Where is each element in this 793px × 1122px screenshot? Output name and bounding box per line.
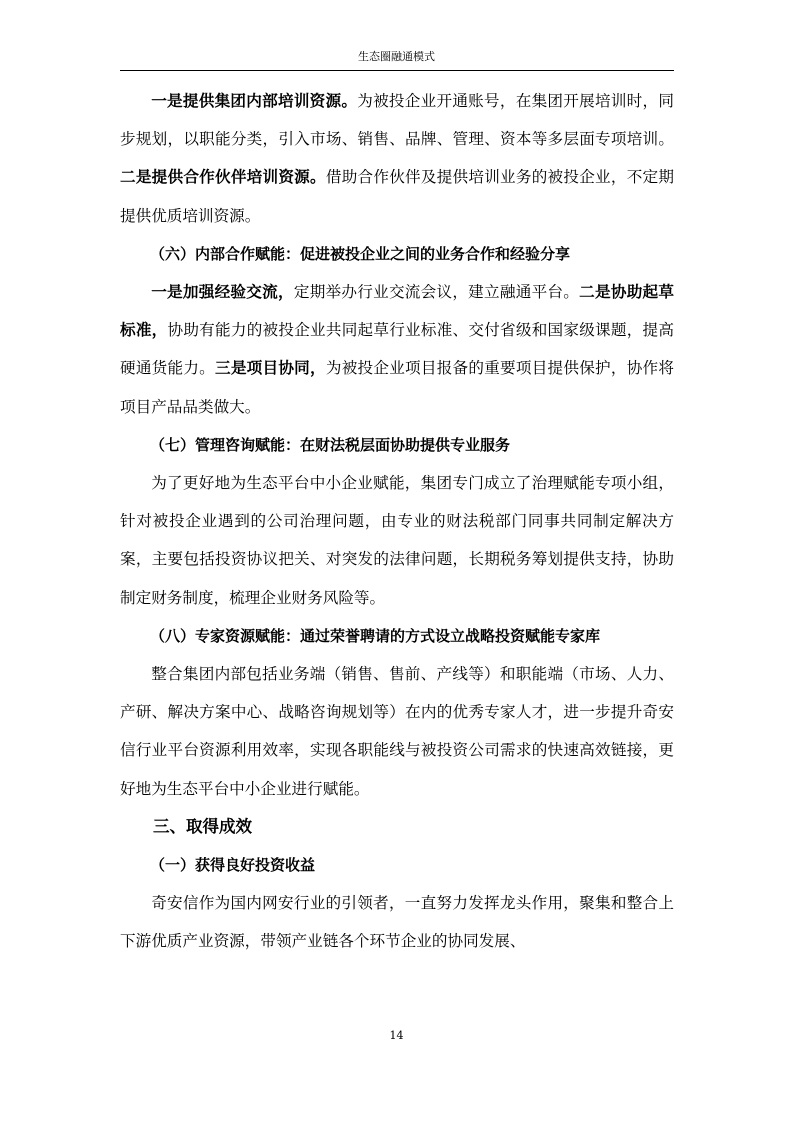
running-header: 生态圈融通模式 bbox=[358, 50, 435, 63]
paragraph-training bbox=[120, 82, 674, 235]
paragraph-text: 定期举办行业交流会议，建立融通平台。 bbox=[293, 283, 580, 302]
paragraph-text: 协助有能力的被投企业共同起草行业标准、交付省级和国家级课题，提高硬通货能力。 bbox=[120, 321, 674, 378]
bold-lead: 一是加强经验交流， bbox=[151, 282, 294, 302]
section-heading-3: 三、取得成效 bbox=[153, 816, 252, 836]
subsection-heading-7: （七）管理咨询赋能：在财法税层面协助提供专业服务 bbox=[150, 435, 511, 454]
subsection-heading-8: （八）专家资源赋能：通过荣誉聘请的方式设立战略投资赋能专家库 bbox=[150, 626, 601, 645]
paragraph-text: 为被投企业开通账号，在集团开展培训时，同步规划，以职能分类，引入市场、销售、品牌、管理、资本等多层面专项培训。 bbox=[120, 92, 674, 149]
paragraph-consulting: 为了更好地为生态平台中小企业赋能，集团专门成立了治理赋能专项小组，针对被投企业遇到的公司治理问题，由专业的财法税部门同事共同制定解决方案，主要包括投资协议把关、对突发的法律问题，长期税务筹划提供支持，协助制定财务制度，梳理企业财务风险等。 bbox=[120, 474, 674, 607]
bold-lead: 二是协助起草标准， bbox=[120, 282, 674, 340]
paragraph-experts: 整合集团内部包括业务端（销售、售前、产线等）和职能端（市场、人力、产研、解决方案中心、战略咨询规划等）在内的优秀专家人才，进一步提升奇安信行业平台资源利用效率，实现各职能线与被投资公司需求的快速高效链接，更好地为生态平台中小企业进行赋能。 bbox=[120, 665, 674, 798]
paragraph-cooperation bbox=[120, 273, 674, 426]
header-rule bbox=[120, 70, 674, 71]
paragraph-text: 为被投企业项目报备的重要项目提供保护，协作将项目产品品类做大。 bbox=[120, 359, 674, 416]
paragraph-returns: 奇安信作为国内网安行业的引领者，一直努力发挥龙头作用，聚集和整合上下游优质产业资源，带领产业链各个环节企业的协同发展、 bbox=[120, 894, 674, 951]
bold-lead: 三是项目协同， bbox=[215, 358, 326, 378]
subsection-heading-1: （一）获得良好投资收益 bbox=[150, 856, 316, 875]
subsection-heading-6: （六）内部合作赋能：促进被投企业之间的业务合作和经验分享 bbox=[150, 244, 571, 263]
page-content bbox=[120, 82, 674, 961]
page-number: 14 bbox=[389, 1029, 404, 1042]
bold-lead: 一是提供集团内部培训资源。 bbox=[151, 91, 358, 110]
paragraph-text: 借助合作伙伴及提供培训业务的被投企业，不定期提供优质培训资源。 bbox=[120, 168, 674, 225]
bold-lead: 二是提供合作伙伴培训资源。 bbox=[120, 167, 326, 187]
